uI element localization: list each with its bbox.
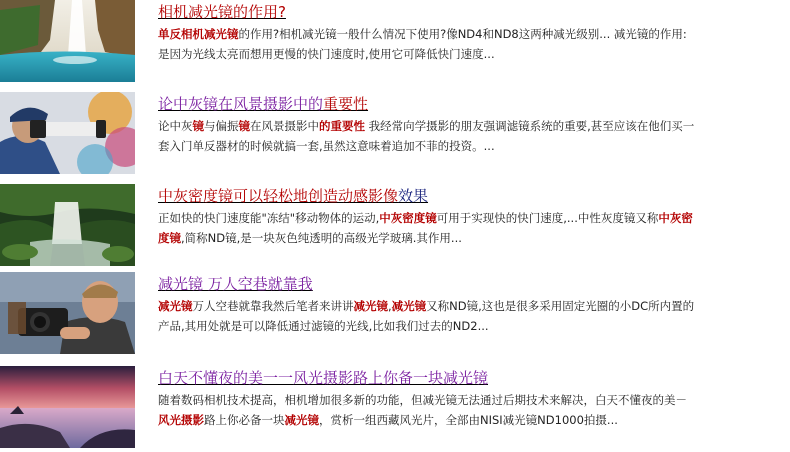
article-title[interactable] [158, 2, 286, 22]
summary-text-segment: 的作用?相机减光镜一般什么情况下使用?像ND4和ND8这两种减光级别... 减光镜的作用:是因为光线太亮而想用更慢的快门速度时,使用它可降低快门速度... [158, 27, 687, 61]
title-text-segment: 减光镜 万人空巷就靠我 [158, 275, 313, 293]
summary-text-segment: 正如快的快门速度能"冻结"移动物体的运动, [158, 211, 380, 225]
article-summary [158, 391, 698, 430]
keyword-highlight: 镜 [238, 119, 250, 133]
coastal-rocks-sunset-photo[interactable] [0, 366, 135, 448]
summary-text-segment: 论中灰 [158, 119, 193, 133]
article-item [0, 92, 790, 178]
title-text-segment: 相机减光镜的作用? [158, 3, 286, 21]
article-title[interactable] [158, 94, 368, 114]
photographer-with-telephoto-lens-photo[interactable] [0, 92, 135, 174]
keyword-highlight: 中灰密度镜 [158, 211, 693, 245]
title-text-segment: 重要性 [323, 95, 369, 113]
article-item [0, 272, 790, 358]
article-item [0, 366, 790, 452]
article-summary [158, 209, 698, 248]
summary-text-segment: 我经常向学摄影的朋友强调滤镜系统的重要,甚至应该在他们买一套入门单反器材的时候就搞一套,虽然这意味着追加不菲的投资。... [158, 119, 695, 153]
keyword-highlight: 减光镜 [284, 412, 319, 427]
summary-text-segment: 路上你必备一块 [204, 412, 285, 427]
article-title[interactable] [158, 274, 313, 294]
summary-text-segment: 万人空巷就靠我然后笔者来讲讲 [192, 299, 354, 313]
man-holding-camera-with-filter-photo[interactable] [0, 272, 135, 354]
article-item [0, 184, 790, 270]
title-text-segment: 白天不懂夜的美一一风光摄影路上你备一块减光镜 [158, 369, 489, 387]
keyword-highlight: 减光镜 [158, 299, 193, 313]
title-text-segment: 中灰密度镜可以轻松地创造动感影像 [158, 187, 399, 205]
article-title[interactable] [158, 186, 428, 206]
keyword-highlight: 镜 [192, 119, 204, 133]
summary-text-segment: 随着数码相机技术提高，相机增加很多新的功能，但减光镜无法通过后期技术来解决，白天不懂夜的美－ [158, 393, 687, 407]
article-summary [158, 297, 698, 336]
keyword-highlight: 风光摄影 [158, 412, 204, 427]
article-item [0, 0, 790, 86]
summary-text-segment: 与偏振 [204, 119, 239, 133]
title-text-segment: 效果 [398, 187, 429, 205]
mossy-waterfall-photo[interactable] [0, 184, 135, 266]
summary-text-segment: 在风景摄影中 [250, 119, 319, 133]
keyword-highlight: 中灰密度镜 [379, 211, 437, 225]
article-title[interactable] [158, 368, 488, 388]
article-summary [158, 117, 698, 156]
waterfall-lagoon-photo[interactable] [0, 0, 135, 82]
keyword-highlight: 的重要性 [319, 119, 365, 133]
keyword-highlight: 减光镜 [391, 299, 427, 313]
summary-text-segment: ,简称ND镜,是一块灰色纯透明的高级光学玻璃.其作用... [181, 230, 462, 245]
article-summary [158, 25, 698, 64]
summary-text-segment: ，赏析一组西藏风光片，全部由NISI减光镜ND1000拍摄... [319, 412, 618, 427]
keyword-highlight: 减光镜 [353, 299, 388, 313]
summary-text-segment: , [388, 299, 392, 313]
summary-text-segment: 可用于实现快的快门速度,...中性灰度镜又称 [436, 211, 659, 225]
summary-text-segment: 又称ND镜,这也是很多采用固定光圈的小DC所内置的产品,其用处就是可以降低通过滤镜的光线,比如我们过去的ND2... [158, 299, 695, 333]
title-text-segment: 论中灰镜在风景摄影中的 [158, 95, 324, 113]
keyword-highlight: 单反相机减光镜 [158, 27, 239, 41]
